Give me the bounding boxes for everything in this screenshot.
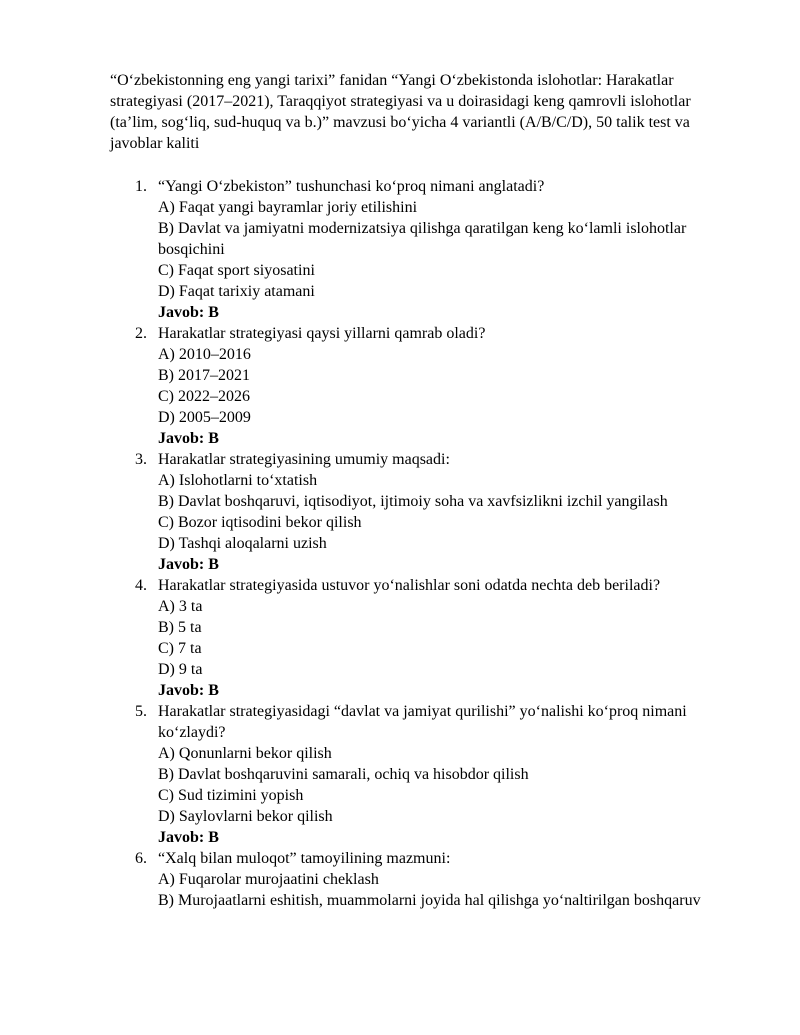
question-item xyxy=(135,848,743,911)
answer-option: A) Qonunlarni bekor qilish xyxy=(158,745,332,762)
answer-option: C) 7 ta xyxy=(158,640,202,657)
answer-option: B) Davlat boshqaruvi, iqtisodiyot, ijtimoiy soha va xavfsizlikni izchil yangilash xyxy=(158,493,668,510)
question-item xyxy=(135,701,743,848)
question-text: Harakatlar strategiyasidagi “davlat va jamiyat qurilishi” yo‘nalishi ko‘proq nimani ko‘zlaydi? xyxy=(158,703,687,741)
answer-option: B) Davlat boshqaruvini samarali, ochiq va hisobdor qilish xyxy=(158,766,529,783)
question-item xyxy=(135,575,743,701)
answer-key: Javob: B xyxy=(158,430,219,447)
question-number: 4. xyxy=(135,577,147,594)
answer-key: Javob: B xyxy=(158,829,219,846)
question-head xyxy=(135,701,743,743)
answer-option: A) Fuqarolar murojaatini cheklash xyxy=(158,871,379,888)
question-item xyxy=(135,176,743,323)
question-head xyxy=(135,176,743,197)
question-text: Harakatlar strategiyasi qaysi yillarni qamrab oladi? xyxy=(158,325,486,342)
answer-option: B) Davlat va jamiyatni modernizatsiya qilishga qaratilgan keng ko‘lamli islohotlar bosqichini xyxy=(158,220,687,258)
answer-option: A) 3 ta xyxy=(158,598,203,615)
answer-key: Javob: B xyxy=(158,304,219,321)
answer-option: C) Bozor iqtisodini bekor qilish xyxy=(158,514,362,531)
answer-option: C) Sud tizimini yopish xyxy=(158,787,304,804)
question-number: 3. xyxy=(135,451,147,468)
answer-option: D) Saylovlarni bekor qilish xyxy=(158,808,333,825)
question-item xyxy=(135,449,743,575)
answer-option: B) 5 ta xyxy=(158,619,202,636)
question-text: “Xalq bilan muloqot” tamoyilining mazmuni: xyxy=(158,850,451,867)
question-head xyxy=(135,323,743,344)
question-head xyxy=(135,575,743,596)
question-head xyxy=(135,449,743,470)
question-text: Harakatlar strategiyasining umumiy maqsadi: xyxy=(158,451,450,468)
question-head xyxy=(135,848,743,869)
answer-option: A) Faqat yangi bayramlar joriy etilishini xyxy=(158,199,418,216)
question-text: “Yangi O‘zbekiston” tushunchasi ko‘proq nimani anglatadi? xyxy=(158,178,545,195)
answer-option: A) Islohotlarni to‘xtatish xyxy=(158,472,318,489)
question-list xyxy=(135,176,743,911)
answer-option: A) 2010–2016 xyxy=(158,346,251,363)
answer-option: B) Murojaatlarni eshitish, muammolarni joyida hal qilishga yo‘naltirilgan boshqaruv xyxy=(158,892,701,909)
answer-option: B) 2017–2021 xyxy=(158,367,250,384)
answer-key: Javob: B xyxy=(158,682,219,699)
question-item xyxy=(135,323,743,449)
question-number: 6. xyxy=(135,850,147,867)
answer-option: D) Tashqi aloqalarni uzish xyxy=(158,535,327,552)
question-number: 5. xyxy=(135,703,147,720)
answer-option: D) Faqat tarixiy atamani xyxy=(158,283,315,300)
answer-option: D) 2005–2009 xyxy=(158,409,251,426)
question-number: 1. xyxy=(135,178,147,195)
question-number: 2. xyxy=(135,325,147,342)
intro-paragraph: “O‘zbekistonning eng yangi tarixi” fanidan “Yangi O‘zbekistonda islohotlar: Harakatlar strategiyasi (2017–2021), Taraqqiyot strategiyasi va u doirasidagi keng qamrovli islohotlar (ta’lim, sog‘liq, sud-huquq va b.)” mavzusi bo‘yicha 4 variantli (A/B/C/D), 50 talik test va javoblar kaliti xyxy=(110,72,691,152)
answer-key: Javob: B xyxy=(158,556,219,573)
answer-option: C) 2022–2026 xyxy=(158,388,250,405)
question-text: Harakatlar strategiyasida ustuvor yo‘nalishlar soni odatda nechta deb beriladi? xyxy=(158,577,661,594)
answer-option: C) Faqat sport siyosatini xyxy=(158,262,315,279)
answer-option: D) 9 ta xyxy=(158,661,203,678)
